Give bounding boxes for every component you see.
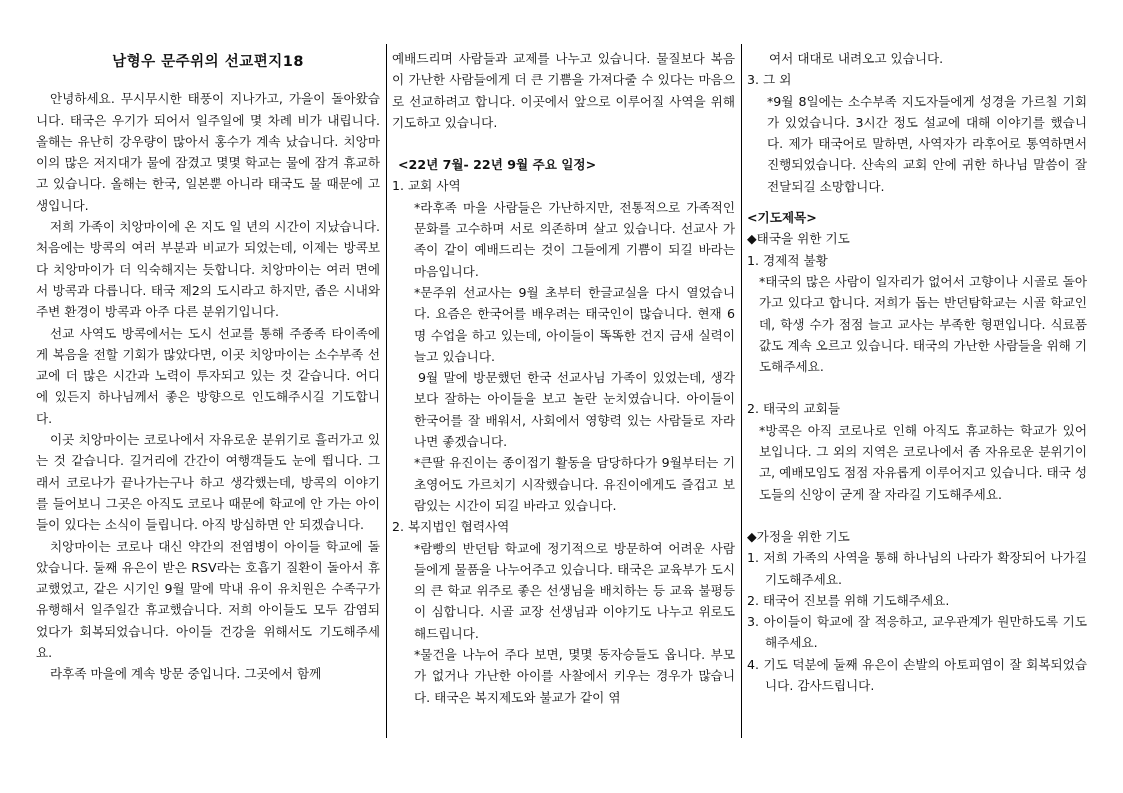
prayer-heading: <기도제목>	[747, 210, 817, 226]
paragraph: 선교 사역도 방콕에서는 도시 선교를 통해 주종족 타이족에게 복음을 전할 기회가 많았다면, 이곳 치앙마이는 소수부족 선교에 더 많은 시간과 노력이 투자되고 있는 것 같습니다. 어디에 있든지 하나님께서 좋은 방향으로 인도해주시길 기도합니다.	[36, 325, 380, 426]
list-item: *9월 8일에는 소수부족 지도자들에게 성경을 가르칠 기회가 있었습니다. 3시간 정도 설교에 대해 이야기를 했습니다. 제가 태국어로 말하면, 사역자가 라후어로 통역하면서 진행되었습니다. 산속의 교회 안에 귀한 하나님 말씀이 잘 전달되길 소망합니다.	[767, 93, 1087, 194]
list-item: *물건을 나누어 주다 보면, 몇몇 동자승들도 옵니다. 부모가 없거나 가난한 아이를 사찰에서 키우는 경우가 많습니다. 태국은 복지제도와 불교가 같이 엮	[414, 647, 735, 705]
list-item: *문주위 선교사는 9월 초부터 한글교실을 다시 열었습니다. 요즘은 한국어를 배우려는 태국인이 많습니다. 현재 6명 수업을 하고 있는데, 아이들이 똑똑한 건지 금새 실력이 늘고 있습니다.	[414, 284, 735, 364]
section-heading: 2. 복지법인 협력사역	[392, 519, 510, 535]
section-heading: 1. 교회 사역	[392, 178, 461, 194]
family-prayer-item: 3. 아이들이 학교에 잘 적응하고, 교우관계가 원만하도록 기도해주세요.	[747, 614, 1087, 651]
prayer-text: *태국의 많은 사람이 일자리가 없어서 고향이나 시골로 돌아가고 있다고 합니다. 저희가 돕는 반던탐학교는 시골 학교인데, 학생 수가 점점 늘고 교사는 부족한 형편입니다. 식료품값도 계속 오르고 있습니다. 태국의 가난한 사람들을 위해 기도해주세요.	[759, 273, 1088, 375]
section-heading: 3. 그 외	[747, 72, 792, 88]
paragraph: 치앙마이는 코로나 대신 약간의 전염병이 아이들 학교에 돌았습니다. 둘째 유은이 받은 RSV라는 호흡기 질환이 돌아서 휴교했었고, 같은 시기인 9월 말에 막내 유이 유치원은 수족구가 유행해서 일주일간 휴교했습니다. 저희 아이들도 모두 감염되었다가 회복되었습니다. 아이들 건강을 위해서도 기도해주세요.	[36, 538, 380, 661]
column-divider-right	[741, 44, 742, 738]
family-prayer-item: 4. 기도 덕분에 둘째 유은이 손발의 아토피염이 잘 회복되었습니다. 감사드립니다.	[747, 656, 1087, 694]
prayer-item-heading: 1. 경제적 불황	[747, 252, 828, 268]
paragraph: 예배드리며 사람들과 교제를 나누고 있습니다. 물질보다 복음이 가난한 사람들에게 더 큰 기쁨을 가져다줄 수 있다는 마음으로 선교하려고 합니다. 이곳에서 앞으로 이루어질 사역을 위해 기도하고 있습니다.	[392, 51, 735, 130]
paragraph: 이곳 치앙마이는 코로나에서 자유로운 분위기로 흘러가고 있는 것 같습니다. 길거리에 간간이 여행객들도 눈에 띕니다. 그래서 코로나가 끝나가는구나 하고 생각했는데, 방콕의 이야기를 들어보니 그곳은 아직도 코로나 때문에 학교에 안 가는 아이들이 있다는 소식이 들립니다. 아직 방심하면 안 되겠습니다.	[36, 432, 380, 533]
letter-title: 남형우 문주위의 선교편지18	[112, 54, 304, 70]
column-middle	[392, 48, 735, 708]
family-prayer-item: 2. 태국어 진보를 위해 기도해주세요.	[747, 592, 950, 608]
paragraph: 저희 가족이 치앙마이에 온 지도 일 년의 시간이 지났습니다. 처음에는 방콕의 여러 부분과 비교가 되었는데, 이제는 방콕보다 치앙마이가 더 익숙해지는 듯합니다. 치앙마이는 여러 면에서 방콕과 다릅니다. 태국 제2의 도시라고 하지만, 좁은 시내와 주변 환경이 방콕과 아주 다른 분위기입니다.	[36, 219, 380, 320]
list-item: *라후족 마을 사람들은 가난하지만, 전통적으로 가족적인 문화를 고수하며 서로 의존하며 살고 있습니다. 선교사 가족이 같이 예배드리는 것이 그들에게 기쁨이 되길 바라는 마음입니다.	[414, 199, 735, 279]
column-divider-left	[386, 44, 387, 738]
paragraph: 라후족 마을에 계속 방문 중입니다. 그곳에서 함께	[50, 666, 322, 682]
column-right	[747, 48, 1087, 696]
paragraph: 여서 대대로 내려오고 있습니다.	[769, 51, 944, 66]
prayer-text: *방콕은 아직 코로나로 인해 아직도 휴교하는 학교가 있어 보입니다. 그 외의 지역은 코로나에서 좀 자유로운 분위기이고, 예배모임도 점점 자유롭게 이루어지고 있습니다. 태국 성도들의 신앙이 굳게 잘 자라길 기도해주세요.	[759, 422, 1088, 502]
column-left	[36, 46, 380, 685]
list-item: 9월 말에 방문했던 한국 선교사님 가족이 있었는데, 생각보다 잘하는 아이들을 보고 놀란 눈치였습니다. 아이들이 한국어를 잘 배워서, 사회에서 영향력 있는 사람들로 자라나면 좋겠습니다.	[414, 370, 735, 450]
list-item: *람빵의 반던탐 학교에 정기적으로 방문하여 어려운 사람들에게 물품을 나누어주고 있습니다. 태국은 교육부가 도시의 큰 학교 위주로 좋은 선생님을 배치하는 등 교육 불평등이 심합니다. 시골 교장 선생님과 이야기도 나누고 위로도 해드립니다.	[414, 540, 735, 641]
paragraph: 안녕하세요. 무시무시한 태풍이 지나가고, 가을이 돌아왔습니다. 태국은 우기가 되어서 일주일에 몇 차례 비가 내립니다. 올해는 유난히 강우량이 많아서 홍수가 계속 났습니다. 치앙마이의 많은 저지대가 물에 잠겼고 몇몇 학교는 물에 잠겨 휴교하고 있습니다. 올해는 한국, 일본뿐 아니라 태국도 물 때문에 고생입니다.	[36, 91, 380, 213]
family-prayer-item: 1. 저희 가족의 사역을 통해 하나님의 나라가 확장되어 나가길 기도해주세요.	[747, 550, 1087, 587]
list-item: *큰딸 유진이는 종이접기 활동을 담당하다가 9월부터는 기초영어도 가르치기 시작했습니다. 유진이에게도 즐겁고 보람있는 시간이 되길 바라고 있습니다.	[414, 455, 735, 513]
prayer-item-heading: 2. 태국의 교회들	[747, 401, 841, 417]
schedule-heading: <22년 7월- 22년 9월 주요 일정>	[398, 157, 597, 173]
family-prayer-heading: ◆가정을 위한 기도	[747, 528, 850, 544]
thai-prayer-heading: ◆태국을 위한 기도	[747, 231, 850, 247]
